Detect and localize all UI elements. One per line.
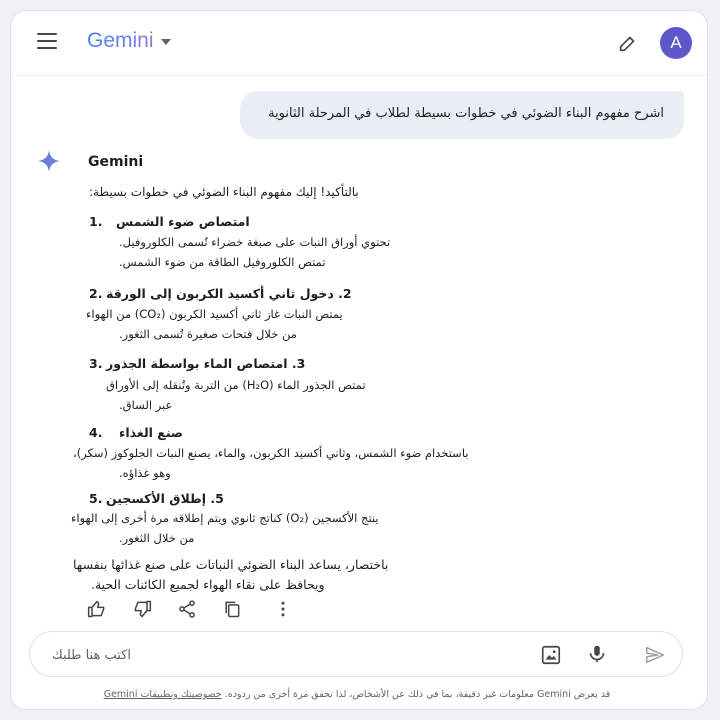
share-icon[interactable]	[177, 599, 197, 619]
step-title: 3. امتصاص الماء بواسطة الجذور	[106, 356, 306, 371]
step-number: 1.	[89, 214, 103, 229]
thumbs-up-icon[interactable]	[87, 599, 107, 619]
copy-icon[interactable]	[222, 599, 242, 619]
step-number: 2.	[89, 286, 103, 301]
footer-disclaimer	[97, 689, 617, 700]
send-icon[interactable]	[644, 644, 666, 666]
chevron-down-icon[interactable]	[161, 39, 171, 45]
disclaimer-text: قد يعرض Gemini معلومات غير دقيقة، بما في ذلك عن الأشخاص، لذا تحقق مرة أخرى من ردوده.	[224, 689, 611, 700]
top-bar	[11, 11, 707, 76]
summary-line: ويحافظ على نقاء الهواء لجميع الكائنات الحية.	[91, 577, 325, 592]
step-line: تمتص الكلوروفيل الطاقة من ضوء الشمس.	[119, 255, 326, 269]
step-line: ينتج الأكسجين (O₂) كناتج ثانوي ويتم إطلاقه مرة أخرى إلى الهواء	[71, 511, 379, 525]
step-title: 5. إطلاق الأكسجين	[106, 491, 224, 506]
step-line: باستخدام ضوء الشمس، وثاني أكسيد الكربون، والماء، يصنع النبات الجلوكوز (سكر)،	[73, 446, 469, 460]
menu-icon[interactable]	[37, 33, 57, 49]
step-line: من خلال فتحات صغيرة تُسمى الثغور.	[119, 327, 297, 341]
image-icon[interactable]	[540, 644, 562, 666]
step-number: 5.	[89, 491, 103, 506]
summary-line: باختصار، يساعد البناء الضوئي النباتات على صنع غذائها بنفسها	[73, 557, 389, 572]
step-title: 2. دخول ثاني أكسيد الكربون إلى الورقة	[106, 286, 352, 301]
avatar[interactable]: A	[660, 27, 692, 59]
more-vert-icon[interactable]	[273, 599, 293, 619]
prompt-input[interactable]	[50, 643, 474, 667]
step-line: تمتص الجذور الماء (H₂O) من التربة وتُنقله إلى الأوراق	[106, 378, 366, 392]
step-line: وهو غذاؤه.	[119, 466, 171, 480]
mic-icon[interactable]	[586, 643, 608, 665]
app-window	[10, 10, 708, 710]
model-name: Gemini	[88, 154, 144, 170]
step-line: عبر الساق.	[119, 398, 173, 412]
prompt-input-box	[29, 631, 683, 677]
gemini-star-icon	[37, 149, 61, 173]
response-intro: بالتأكيد! إليك مفهوم البناء الضوئي في خطوات بسيطة:	[89, 185, 359, 199]
app-title[interactable]: Gemini	[87, 29, 154, 52]
user-prompt-text: اشرح مفهوم البناء الضوئي في خطوات بسيطة لطلاب في المرحلة الثانوية	[268, 106, 664, 121]
step-line: تحتوي أوراق النبات على صبغة خضراء تُسمى الكلوروفيل.	[119, 235, 391, 249]
step-line: يمتص النبات غاز ثاني أكسيد الكربون (CO₂) من الهواء	[86, 307, 343, 321]
step-line: من خلال الثغور.	[119, 531, 195, 545]
thumbs-down-icon[interactable]	[132, 599, 152, 619]
step-title: صنع الغذاء	[119, 425, 184, 440]
step-number: 3.	[89, 356, 103, 371]
step-number: 4.	[89, 425, 103, 440]
step-title: امتصاص ضوء الشمس	[116, 214, 250, 229]
privacy-link[interactable]: خصوصيتك وتطبيقات Gemini	[103, 689, 222, 700]
user-message-bubble	[240, 91, 684, 139]
edit-icon[interactable]	[617, 32, 639, 54]
